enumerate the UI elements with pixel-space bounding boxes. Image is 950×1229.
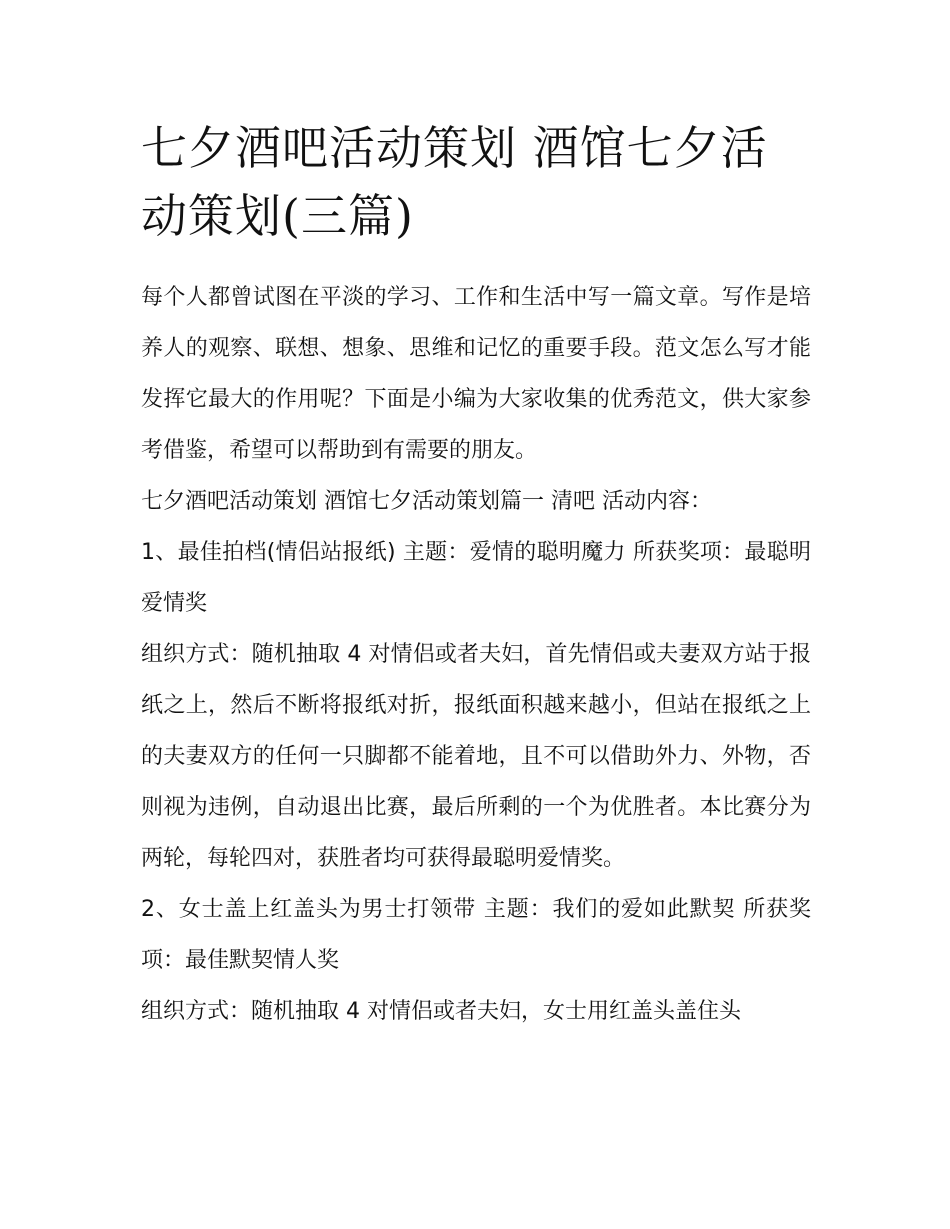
document-body xyxy=(141,114,811,1037)
paragraph-activity-2-title: 2、女士盖上红盖头为男士打领带 主题：我们的爱如此默契 所获奖项：最佳默契情人奖 xyxy=(141,897,811,973)
paragraph-activity-1-title: 1、最佳拍档(情侣站报纸) 主题：爱情的聪明魔力 所获奖项：最聪明爱情奖 xyxy=(141,540,811,616)
paragraph-section-heading: 七夕酒吧活动策划 酒馆七夕活动策划篇一 清吧 活动内容： xyxy=(141,489,712,514)
paragraph-activity-1-method: 组织方式：随机抽取 4 对情侣或者夫妇，首先情侣或夫妻双方站于报纸之上，然后不断将报纸对折，报纸面积越来越小，但站在报纸之上的夫妻双方的任何一只脚都不能着地，且不可以借助外力、外物，否则视为违例，自动退出比赛，最后所剩的一个为优胜者。本比赛分为两轮，每轮四对，获胜者均可获得最聪明爱情奖。 xyxy=(141,642,811,871)
paragraph-intro: 每个人都曾试图在平淡的学习、工作和生活中写一篇文章。写作是培养人的观察、联想、想象、思维和记忆的重要手段。范文怎么写才能发挥它最大的作用呢？下面是小编为大家收集的优秀范文，供大家参考借鉴，希望可以帮助到有需要的朋友。 xyxy=(141,285,811,463)
paragraph-activity-2-method: 组织方式：随机抽取 4 对情侣或者夫妇，女士用红盖头盖住头 xyxy=(141,999,741,1024)
document-title: 七夕酒吧活动策划 酒馆七夕活动策划(三篇) xyxy=(141,121,768,243)
